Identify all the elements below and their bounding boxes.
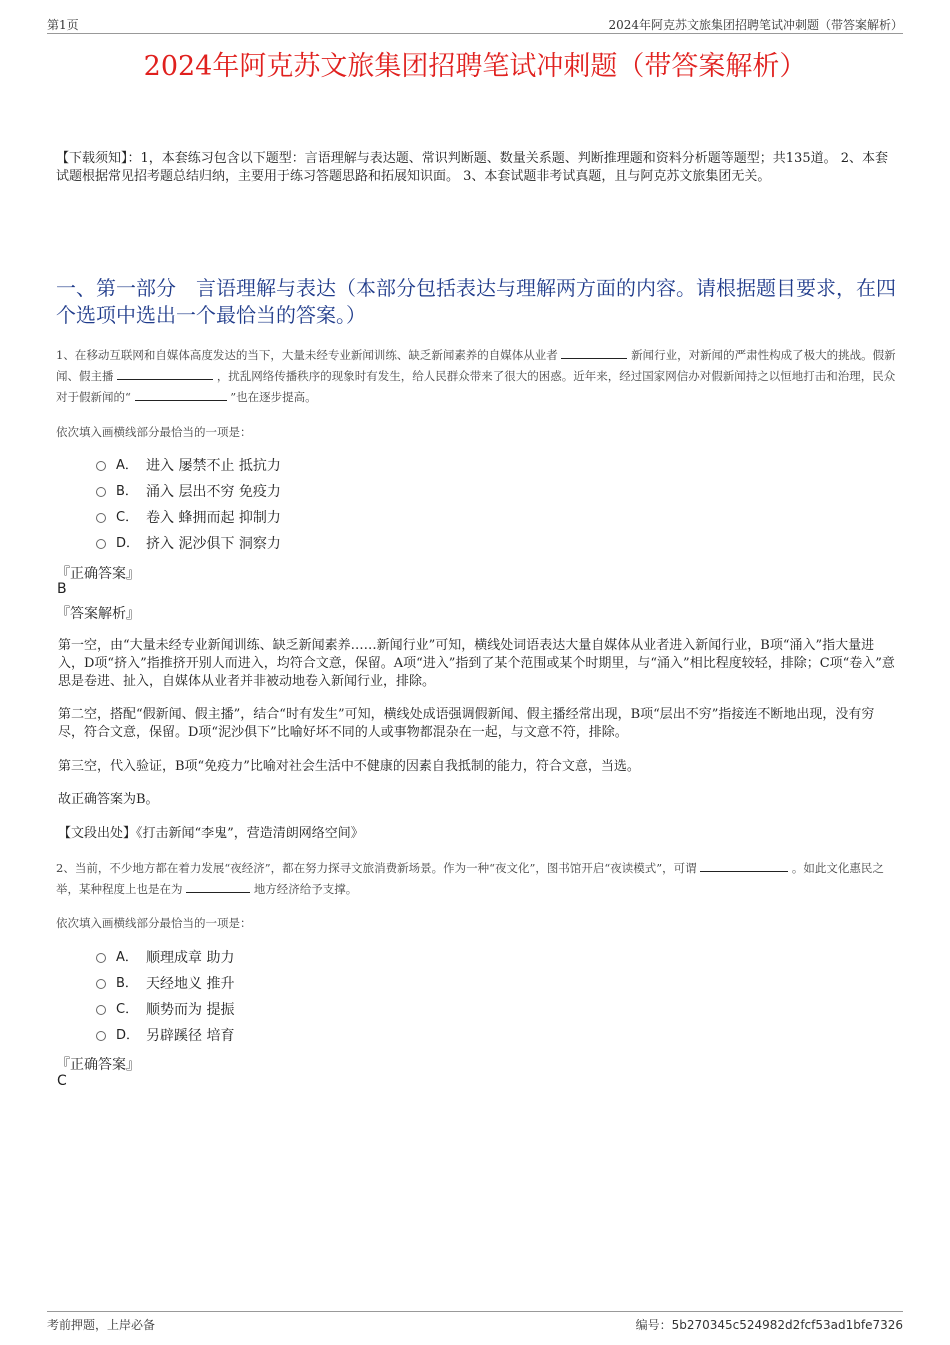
radio-icon[interactable] <box>96 953 106 963</box>
radio-icon[interactable] <box>96 1005 106 1015</box>
analysis-paragraph: 第二空，搭配“假新闻、假主播”，结合“时有发生”可知，横线处成语强调假新闻、假主播经常出现，B项“层出不穷”指接连不断地出现，没有穷尽，符合文意，保留。D项“泥沙俱下”比喻好坏不同的人或事物都混杂在一起，与文意不符，排除。 <box>58 707 875 740</box>
option-b[interactable]: B． 涌入 层出不穷 免疫力 <box>96 479 281 505</box>
blank-line <box>561 347 627 359</box>
radio-icon[interactable] <box>96 1031 106 1041</box>
download-notice: 【下载须知】：1，本套练习包含以下题型：言语理解与表达题、常识判断题、数量关系题、判断推理题和资料分析题等题型；共135道。 2、本套试题根据常见招考题总结归纳，主要用于练习答题思路和拓展知识面。 3、本套试题非考试真题，且与阿克苏文旅集团无关。 <box>56 151 888 184</box>
option-c[interactable]: C． 顺势而为 提振 <box>96 997 234 1023</box>
question-2-text: 2、当前，不少地方都在着力发展“夜经济”，都在努力探寻文旅消费新场景。作为一种“夜文化”，图书馆开启“夜读模式”，可谓 。如此文化惠民之举，某种程度上也是在为 地方经济给予支撑。 <box>56 861 884 896</box>
answer-heading: 『正确答案』 <box>56 1057 140 1073</box>
question-2-instruction: 依次填入画横线部分最恰当的一项是： <box>56 916 252 930</box>
answer-value: C <box>57 1073 67 1089</box>
option-b[interactable]: B． 天经地义 推升 <box>96 971 234 997</box>
radio-icon[interactable] <box>96 513 106 523</box>
radio-icon[interactable] <box>96 461 106 471</box>
question-2-options <box>96 945 234 1049</box>
analysis-paragraph: 第一空，由“大量未经专业新闻训练、缺乏新闻素养……新闻行业”可知，横线处词语表达大量自媒体从业者进入新闻行业，B项“涌入”指大量进入，D项“挤入”指推挤开别人而进入，均符合文意，保留。A项“进入”指到了某个范围或某个时期里，与“涌入”相比程度较轻，排除；C项“卷入”意思是卷进、扯入，自媒体从业者并非被动地卷入新闻行业，排除。 <box>58 638 895 689</box>
option-d[interactable]: D． 挤入 泥沙俱下 洞察力 <box>96 531 281 557</box>
question-1-options <box>96 453 281 557</box>
radio-icon[interactable] <box>96 979 106 989</box>
page-number: 第1页 <box>47 18 79 32</box>
page-header <box>47 16 903 34</box>
header-doc-title: 2024年阿克苏文旅集团招聘笔试冲刺题（带答案解析） <box>608 18 903 32</box>
option-d[interactable]: D． 另辟蹊径 培育 <box>96 1023 234 1049</box>
option-a[interactable]: A． 顺理成章 助力 <box>96 945 234 971</box>
footer-slogan: 考前押题，上岸必备 <box>47 1318 156 1332</box>
source-note: 【文段出处】《打击新闻“李鬼”，营造清朗网络空间》 <box>58 826 364 841</box>
blank-line <box>135 389 227 401</box>
radio-icon[interactable] <box>96 487 106 497</box>
answer-heading: 『正确答案』 <box>56 566 140 582</box>
analysis-conclusion: 故正确答案为B。 <box>58 792 159 807</box>
blank-line <box>186 881 250 893</box>
footer-serial: 编号：5b270345c524982d2fcf53ad1bfe7326 <box>635 1318 903 1332</box>
analysis-heading: 『答案解析』 <box>56 606 140 622</box>
blank-line <box>700 860 788 872</box>
analysis-paragraph: 第三空，代入验证，B项“免疫力”比喻对社会生活中不健康的因素自我抵制的能力，符合文意，当选。 <box>58 759 640 774</box>
option-a[interactable]: A． 进入 屡禁不止 抵抗力 <box>96 453 281 479</box>
question-1-text: 1、在移动互联网和自媒体高度发达的当下，大量未经专业新闻训练、缺乏新闻素养的自媒体从业者 新闻行业，对新闻的严肃性构成了极大的挑战。假新闻、假主播 ，扰乱网络传播秩序的现象时有发生，给人民群众带来了很大的困惑。近年来，经过国家网信办对假新闻持之以恒地打击和治理，民众对于假新闻的“ ”也在逐步提高。 <box>56 348 896 404</box>
question-1-instruction: 依次填入画横线部分最恰当的一项是： <box>56 425 252 439</box>
option-c[interactable]: C． 卷入 蜂拥而起 抑制力 <box>96 505 281 531</box>
section-title: 一、第一部分 言语理解与表达（本部分包括表达与理解两方面的内容。请根据题目要求，在四个选项中选出一个最恰当的答案。） <box>56 276 896 327</box>
document-title: 2024年阿克苏文旅集团招聘笔试冲刺题（带答案解析） <box>143 51 807 82</box>
answer-value: B <box>57 581 67 597</box>
blank-line <box>117 368 213 380</box>
radio-icon[interactable] <box>96 539 106 549</box>
page-footer <box>47 1311 903 1333</box>
